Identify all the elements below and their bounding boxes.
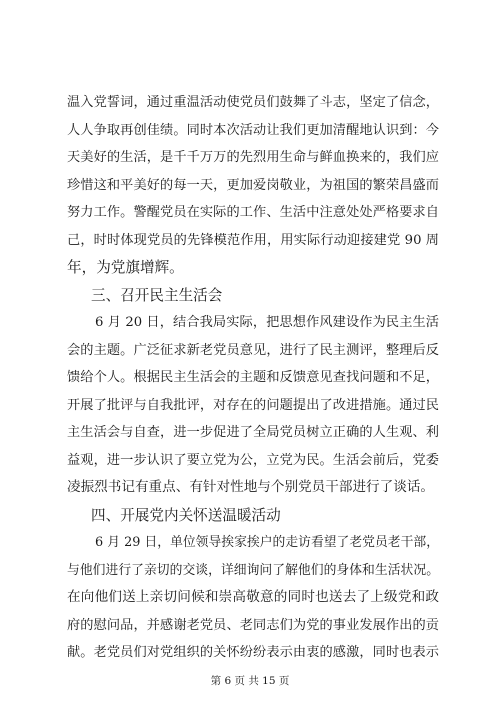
document-body bbox=[67, 89, 439, 667]
text-line: 己，时时体现党员的先锋模范作用，用实际行动迎接建党 90 周 bbox=[67, 232, 439, 248]
text-line: 珍惜这和平美好的每一天，更加爱岗敬业，为祖国的繁荣昌盛而 bbox=[67, 177, 439, 193]
text-line: 在向他们送上亲切问候和崇高敬意的同时也送去了上级党和政 bbox=[67, 589, 439, 605]
text-line: 会的主题。广泛征求新老党员意见，进行了民主测评，整理后反 bbox=[67, 342, 439, 358]
text-line: 凌振烈书记有重点、有针对性地与个别党员干部进行了谈话。 bbox=[67, 479, 435, 495]
text-line: 府的慰问品，并感谢老党员、老同志们为党的事业发展作出的贡 bbox=[67, 617, 439, 633]
text-line: 献。老党员们对党组织的关怀纷纷表示由衷的感激，同时也表示 bbox=[67, 645, 439, 660]
section-heading: 三、召开民主生活会 bbox=[91, 286, 223, 304]
text-line: 主生活会与自查，进一步促进了全局党员树立正确的人生观、利 bbox=[67, 425, 439, 440]
text-line: 温入党誓词，通过重温活动使党员们鼓舞了斗志，坚定了信念， bbox=[67, 95, 439, 110]
text-line: 6 月 29 日，单位领导挨家挨户的走访看望了老党员老干部， bbox=[95, 535, 439, 550]
text-line: 6 月 20 日，结合我局实际，把思想作风建设作为民主生活 bbox=[95, 315, 439, 330]
text-line: 年，为党旗增辉。 bbox=[67, 259, 184, 276]
text-line: 努力工作。警醒党员在实际的工作、生活中注意处处严格要求自 bbox=[67, 205, 439, 220]
text-line: 益观，进一步认识了要立党为公，立党为民。生活会前后，党委 bbox=[67, 452, 439, 468]
page-number-label: 第 6 页 共 15 页 bbox=[210, 675, 290, 687]
text-line: 馈给个人。根据民主生活会的主题和反馈意见查找问题和不足， bbox=[67, 370, 439, 385]
page-footer bbox=[0, 674, 500, 688]
text-line: 与他们进行了亲切的交谈，详细询问了解他们的身体和生活状况。 bbox=[67, 562, 439, 578]
text-line: 天美好的生活，是千千万万的先烈用生命与鲜血换来的，我们应 bbox=[67, 150, 439, 165]
text-line: 人人争取再创佳绩。同时本次活动让我们更加清醒地认识到：今 bbox=[67, 122, 439, 138]
section-heading: 四、开展党内关怀送温暖活动 bbox=[91, 506, 281, 524]
text-line: 开展了批评与自我批评，对存在的问题提出了改进措施。通过民 bbox=[67, 397, 439, 413]
